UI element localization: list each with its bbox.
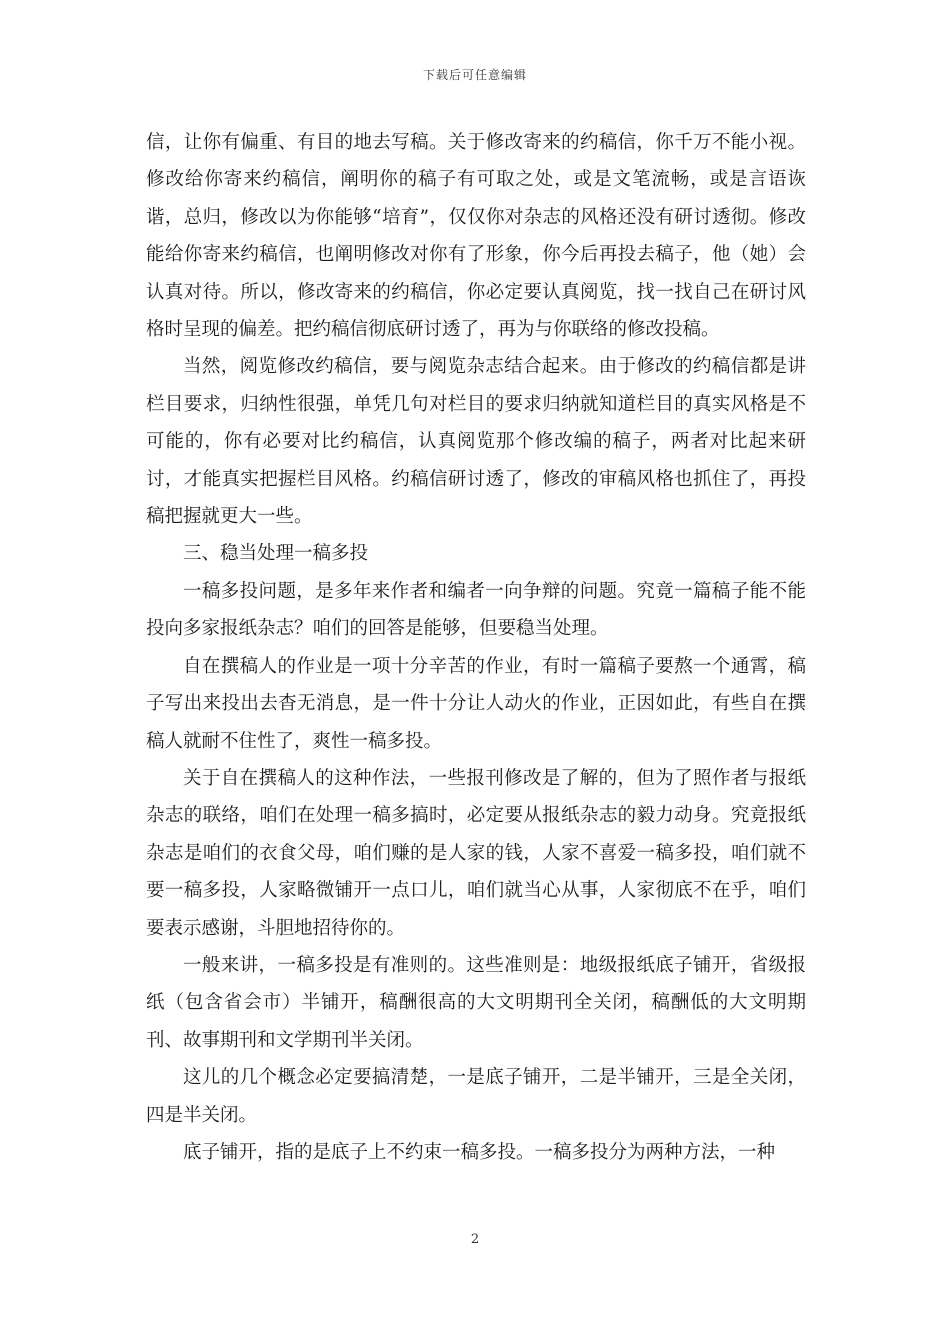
section-heading: 三、稳当处理一稿多投 [183, 543, 369, 565]
paragraph: 底子铺开，指的是底子上不约束一稿多投。一稿多投分为两种方法，一种 [183, 1141, 776, 1163]
paragraph: 一稿多投问题，是多年来作者和编者一向争辩的问题。究竟一篇稿子能不能投向多家报纸杂志？咱们的回答是能够，但要稳当处理。 [146, 580, 806, 640]
paragraph: 自在撰稿人的作业是一项十分辛苦的作业，有时一篇稿子要熬一个通霄，稿子写出来投出去杳无消息，是一件十分让人动火的作业，正因如此，有些自在撰稿人就耐不住性了，爽性一稿多投。 [146, 655, 806, 752]
paragraph: 当然，阅览修改约稿信，要与阅览杂志结合起来。由于修改的约稿信都是讲栏目要求，归纳性很强，单凭几句对栏目的要求归纳就知道栏目的真实风格是不可能的，你有必要对比约稿信，认真阅览那个修改编的稿子，两者对比起来研讨，才能真实把握栏目风格。约稿信研讨透了，修改的审稿风格也抓住了，再投稿把握就更大一些。 [146, 356, 806, 528]
paragraph: 这儿的几个概念必定要搞清楚，一是底子铺开，二是半铺开，三是全关闭，四是半关闭。 [146, 1067, 806, 1126]
page-number: 2 [470, 1232, 480, 1247]
paragraph: 一般来讲，一稿多投是有准则的。这些准则是：地级报纸底子铺开，省级报纸（包含省会市）半铺开，稿酬很高的大文明期刊全关闭，稿酬低的大文明期刊、故事期刊和文学期刊半关闭。 [146, 954, 806, 1051]
paragraph: 关于自在撰稿人的这种作法，一些报刊修改是了解的，但为了照作者与报纸杂志的联络，咱们在处理一稿多搞时，必定要从报纸杂志的毅力动身。究竟报纸杂志是咱们的衣食父母，咱们赚的是人家的钱，人家不喜爱一稿多投，咱们就不要一稿多投，人家略微铺开一点口儿，咱们就当心从事，人家彻底不在乎，咱们要表示感谢，斗胆地招待你的。 [146, 767, 806, 939]
paragraph: 信，让你有偏重、有目的地去写稿。关于修改寄来的约稿信，你千万不能小视。修改给你寄来约稿信，阐明你的稿子有可取之处，或是文笔流畅，或是言语诙谐，总归，修改以为你能够“培育”，仅仅你对杂志的风格还没有研讨透彻。修改能给你寄来约稿信，也阐明修改对你有了形象，你今后再投去稿子，他（她）会认真对待。所以，修改寄来的约稿信，你必定要认真阅览，找一找自己在研讨风格时呈现的偏差。把约稿信彻底研讨透了，再为与你联络的修改投稿。 [146, 132, 806, 341]
page-header: 下载后可任意编辑 [422, 68, 527, 82]
document-body [146, 124, 806, 1171]
